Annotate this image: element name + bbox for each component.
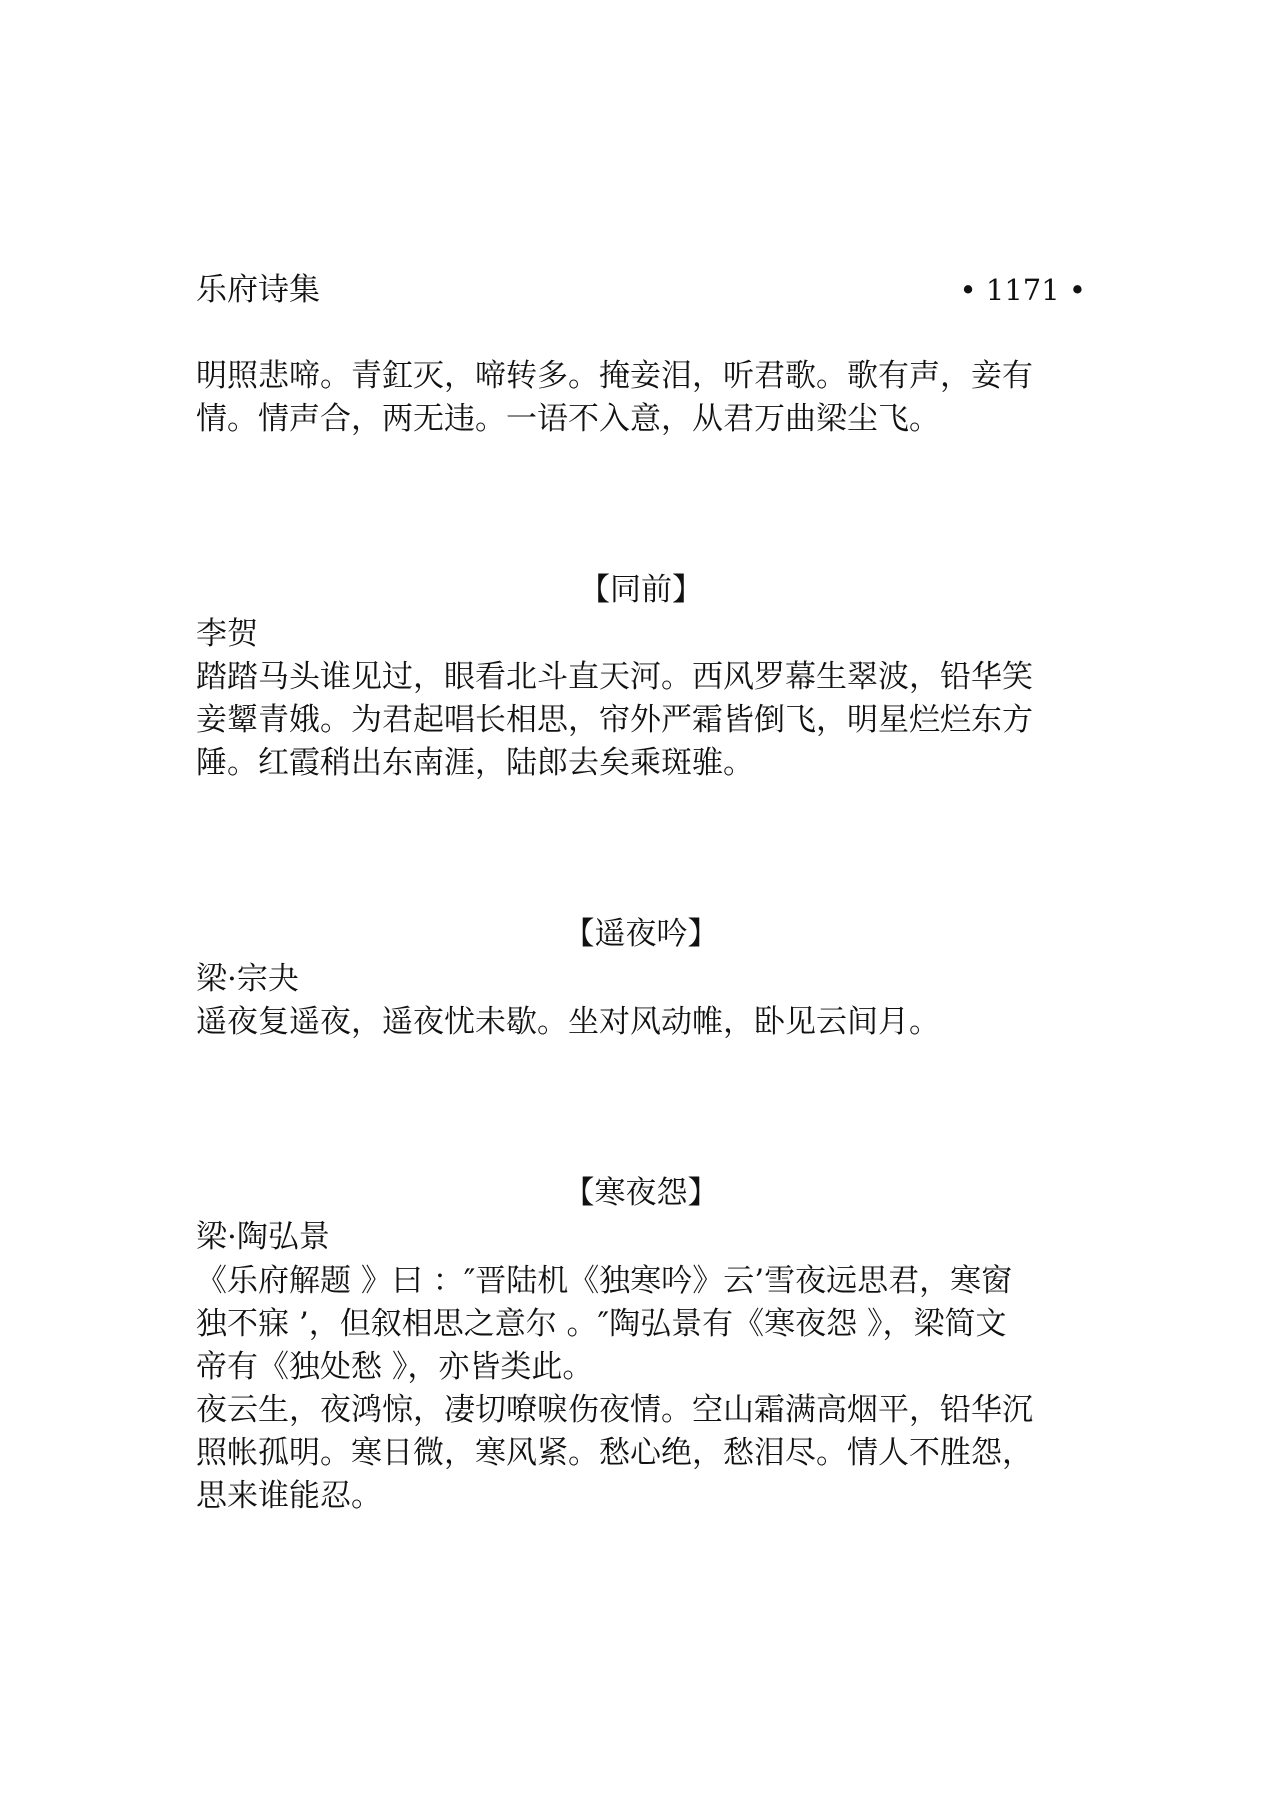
text-line: 照帐孤明。寒日微，寒风紧。愁心绝，愁泪尽。情人不胜怨， — [196, 1435, 1033, 1471]
poem-body — [196, 656, 1096, 785]
page-number: • 1171 • — [959, 273, 1086, 307]
poem-author: 梁·陶弘景 — [196, 1219, 330, 1255]
text-line: 帝有《独处愁 》，亦皆类此。 — [196, 1349, 594, 1385]
poem-title: 【寒夜怨】 — [563, 1175, 719, 1211]
text-line: 妾颦青娥。为君起唱长相思，帘外严霜皆倒飞，明星烂烂东方 — [196, 702, 1033, 738]
text-line: 遥夜复遥夜，遥夜忧未歇。坐对风动帷，卧见云间月。 — [196, 1004, 940, 1040]
poem-body — [196, 1260, 1096, 1518]
text-line: 踏踏马头谁见过，眼看北斗直天河。西风罗幕生翠波，铅华笑 — [196, 659, 1033, 695]
page-header — [196, 270, 1086, 310]
text-line: 明照悲啼。青釭灭，啼转多。掩妾泪，听君歌。歌有声，妾有 — [196, 358, 1033, 394]
poem-title: 【同前】 — [579, 572, 703, 608]
continuation-text — [196, 355, 1096, 441]
book-title: 乐府诗集 — [196, 272, 320, 308]
poem-author: 梁·宗夬 — [196, 961, 299, 997]
text-line: 情。情声合，两无违。一语不入意，从君万曲梁尘飞。 — [196, 401, 940, 437]
text-line: 《乐府解题 》曰 ：″晋陆机《独寒吟》云’雪夜远思君，寒窗 — [196, 1263, 1013, 1299]
text-line: 陲。红霞稍出东南涯，陆郎去矣乘斑骓。 — [196, 745, 754, 781]
poem-body — [196, 1001, 1096, 1044]
text-line: 思来谁能忍。 — [196, 1478, 382, 1514]
text-line: 夜云生，夜鸿惊，凄切嘹唳伤夜情。空山霜满高烟平，铅华沉 — [196, 1392, 1033, 1428]
poem-title: 【遥夜吟】 — [563, 916, 719, 952]
poem-author: 李贺 — [196, 616, 258, 652]
text-line: 独不寐 ’，但叙相思之意尔 。″陶弘景有《寒夜怨 》，梁简文 — [196, 1306, 1007, 1342]
